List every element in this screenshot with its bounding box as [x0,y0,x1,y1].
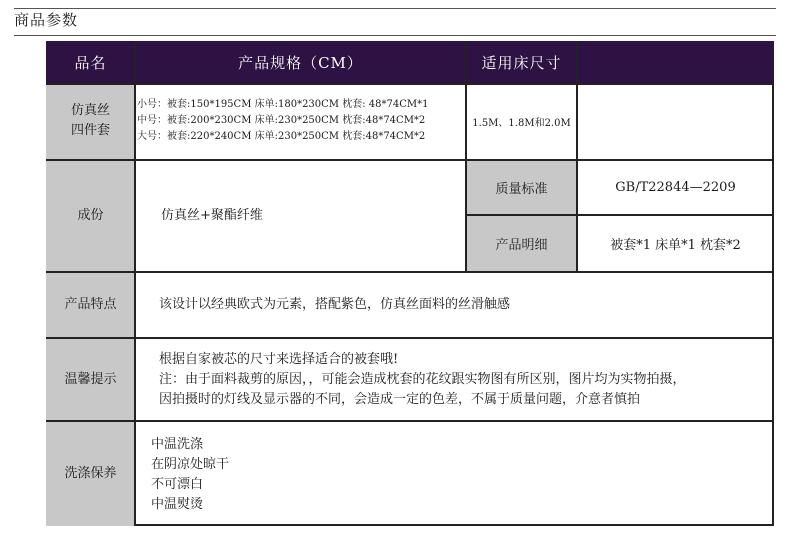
grid-line [46,83,774,85]
title-rule-bottom [14,35,776,36]
spec-medium: 中号：被套:200*230CM 床单:230*250CM 枕套:48*74CM*2 [137,115,426,126]
grid-line [46,271,774,273]
care-line-4: 中温熨烫 [151,497,204,512]
page-title: 商品参数 [14,11,79,29]
tips-label: 温馨提示 [64,371,117,387]
grid-line [134,41,136,526]
spec-large: 大号：被套:220*240CM 床单:230*250CM 枕套:48*74CM*2 [137,131,426,142]
tips-line-3: 因拍摄时的灯线及显示器的不同，会造成一定的色差，不属于质量问题，介意者慎拍 [159,392,641,407]
grid-line [466,214,774,216]
grid-line [46,420,774,422]
grid-line [576,41,578,272]
tips-line-1: 根据自家被芯的尺寸来选择适合的被套哦! [159,352,399,367]
product-name-line-1: 仿真丝 [70,103,110,118]
bed-size-value: 1.5M、1.8M和2.0M [472,118,571,129]
care-line-3: 不可漂白 [151,477,204,492]
header-name-cell: 品名 [46,41,135,83]
spec-small: 小号：被套:150*195CM 床单:180*230CM 枕套: 48*74CM*1 [137,99,429,110]
quality-standard-value: GB/T22844—2209 [615,180,736,195]
quality-standard-label: 质量标准 [466,160,577,215]
features-label: 产品特点 [64,297,117,312]
care-instructions [135,421,774,526]
care-line-2: 在阴凉处晾干 [151,457,230,472]
product-spec-list [135,83,466,160]
product-name-label [46,83,135,160]
title-rule-top [14,8,776,9]
header-spec-cell: 产品规格（CM） [135,41,466,83]
care-line-1: 中温洗涤 [151,437,204,452]
header-empty-cell [577,41,774,83]
features-value: 该设计以经典欧式为元素，搭配紫色，仿真丝面料的丝滑触感 [159,297,511,312]
product-name-line-2: 四件套 [70,123,110,138]
product-detail-value: 被套*1 床单*1 枕套*2 [610,238,741,253]
composition-label: 成份 [77,208,104,223]
grid-line [46,159,774,161]
care-label: 洗涤保养 [64,465,117,481]
tips-text [135,338,774,421]
product-parameter-table [46,41,774,526]
composition-value: 仿真丝+聚酯纤维 [161,208,263,223]
grid-line [46,337,774,339]
product-detail-label: 产品明细 [466,215,577,272]
header-bed-size-cell: 适用床尺寸 [466,41,577,83]
tips-line-2: 注：由于面料裁剪的原因，，可能会造成枕套的花纹跟实物图有所区别，图片均为实物拍摄， [159,372,686,387]
grid-line [465,41,467,272]
